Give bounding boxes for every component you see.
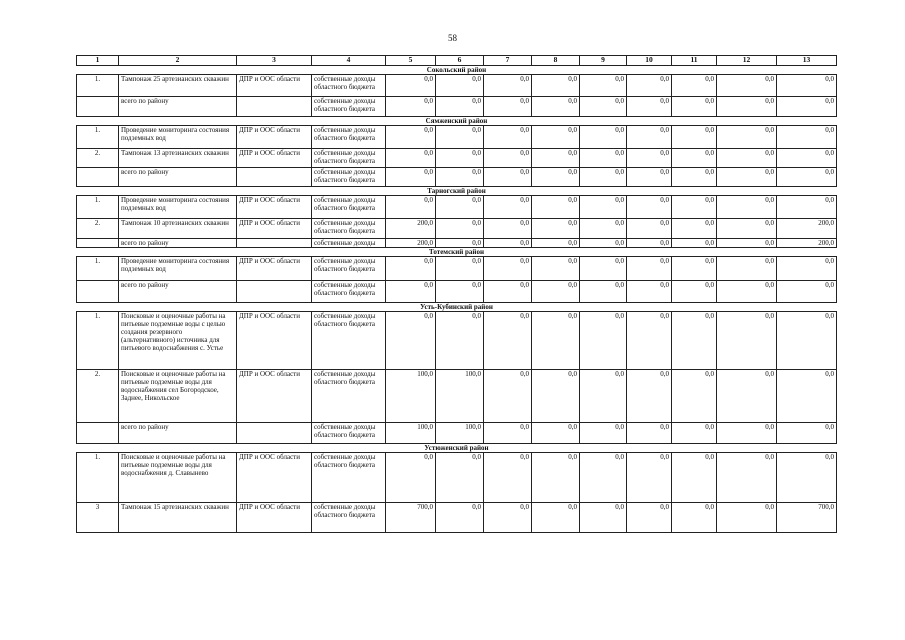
value-cell: 0,0 [386,149,436,168]
row-executor: ДПР и ООС области [237,219,312,239]
table-row [77,453,837,503]
row-number: 2. [77,370,119,423]
row-number [77,97,119,117]
row-source: собственные доходы областного бюджета [312,281,386,303]
value-cell: 0,0 [627,239,672,248]
value-cell: 700,0 [386,503,436,533]
value-cell: 0,0 [627,453,672,503]
value-cell: 0,0 [580,168,627,187]
row-name: Тампонаж 25 артезианских скважин [119,75,237,97]
row-name: всего по району [119,423,237,444]
column-header: 9 [580,56,627,66]
value-cell: 0,0 [484,75,532,97]
row-executor: ДПР и ООС области [237,75,312,97]
value-cell: 0,0 [672,281,717,303]
row-name: Тампонаж 13 артезианских скважин [119,149,237,168]
value-cell: 0,0 [672,423,717,444]
value-cell: 0,0 [580,281,627,303]
value-cell: 0,0 [627,503,672,533]
row-executor [237,423,312,444]
value-cell: 0,0 [627,370,672,423]
value-cell: 0,0 [777,97,837,117]
value-cell: 0,0 [580,97,627,117]
value-cell: 200,0 [386,219,436,239]
value-cell: 0,0 [717,219,777,239]
value-cell: 0,0 [717,281,777,303]
value-cell: 0,0 [532,312,580,370]
row-source: собственные доходы областного бюджета [312,126,386,149]
value-cell: 0,0 [777,149,837,168]
value-cell: 0,0 [532,239,580,248]
value-cell: 0,0 [777,370,837,423]
row-name: Поисковые и оценочные работы на питьевые подземные воды для водоснабжения сел Богородское, Заднее, Никольское [119,370,237,423]
value-cell: 0,0 [672,149,717,168]
section-row [77,117,837,126]
row-number [77,168,119,187]
row-number: 1. [77,196,119,219]
row-name: всего по району [119,168,237,187]
row-source: собственные доходы областного бюджета [312,503,386,533]
row-executor: ДПР и ООС области [237,149,312,168]
table-row [77,312,837,370]
value-cell: 0,0 [717,423,777,444]
value-cell: 0,0 [436,75,484,97]
row-source: собственные доходы областного бюджета [312,97,386,117]
value-cell: 0,0 [672,503,717,533]
value-cell: 0,0 [532,370,580,423]
value-cell: 0,0 [436,97,484,117]
value-cell: 0,0 [777,75,837,97]
value-cell: 0,0 [717,370,777,423]
value-cell: 0,0 [436,257,484,281]
value-cell: 0,0 [777,312,837,370]
column-header: 8 [532,56,580,66]
table-row [77,370,837,423]
table-row [77,196,837,219]
value-cell: 0,0 [532,503,580,533]
column-header: 10 [627,56,672,66]
value-cell: 0,0 [627,97,672,117]
row-number: 1. [77,312,119,370]
section-title: Тотемский район [77,248,837,257]
value-cell: 0,0 [777,453,837,503]
row-source: собственные доходы областного бюджета [312,219,386,239]
table-row [77,423,837,444]
value-cell: 0,0 [484,370,532,423]
value-cell: 0,0 [627,257,672,281]
value-cell: 0,0 [532,281,580,303]
value-cell: 0,0 [777,196,837,219]
value-cell: 0,0 [672,219,717,239]
value-cell: 0,0 [777,423,837,444]
row-name: Поисковые и оценочные работы на питьевые подземные воды с целью создания резервного (альтернативного) источника для питьевого водоснабжения с. Устье [119,312,237,370]
column-header: 7 [484,56,532,66]
row-number: 1. [77,453,119,503]
row-name: Поисковые и оценочные работы на питьевые подземные воды для водоснабжения д. Славынево [119,453,237,503]
value-cell: 0,0 [386,168,436,187]
column-header: 1 [77,56,119,66]
value-cell: 0,0 [717,126,777,149]
value-cell: 0,0 [627,168,672,187]
value-cell: 0,0 [672,126,717,149]
value-cell: 0,0 [386,281,436,303]
value-cell: 0,0 [532,126,580,149]
value-cell: 0,0 [436,196,484,219]
table-row [77,149,837,168]
value-cell: 0,0 [672,370,717,423]
value-cell: 0,0 [580,149,627,168]
value-cell: 0,0 [627,281,672,303]
value-cell: 0,0 [627,312,672,370]
value-cell: 0,0 [386,126,436,149]
value-cell: 0,0 [627,423,672,444]
section-title: Усть-Кубинский район [77,303,837,312]
value-cell: 0,0 [672,257,717,281]
value-cell: 0,0 [717,453,777,503]
value-cell: 0,0 [532,75,580,97]
value-cell: 0,0 [580,423,627,444]
row-number [77,281,119,303]
row-name: всего по району [119,97,237,117]
column-header: 4 [312,56,386,66]
table-row [77,281,837,303]
section-title: Сямженский район [77,117,837,126]
value-cell: 0,0 [672,75,717,97]
value-cell: 0,0 [484,312,532,370]
value-cell: 0,0 [580,219,627,239]
row-name: Проведение мониторинга состояния подземных вод [119,196,237,219]
value-cell: 0,0 [484,281,532,303]
row-executor: ДПР и ООС области [237,196,312,219]
value-cell: 0,0 [386,97,436,117]
row-number: 3 [77,503,119,533]
row-source: собственные доходы [312,239,386,248]
value-cell: 0,0 [532,257,580,281]
value-cell: 0,0 [436,219,484,239]
section-row [77,187,837,196]
value-cell: 0,0 [580,126,627,149]
value-cell: 0,0 [580,453,627,503]
section-title: Тарногский район [77,187,837,196]
table-row [77,257,837,281]
row-number: 2. [77,219,119,239]
table-row [77,503,837,533]
row-name: всего по району [119,239,237,248]
value-cell: 0,0 [777,281,837,303]
value-cell: 0,0 [717,257,777,281]
value-cell: 0,0 [627,149,672,168]
value-cell: 0,0 [436,503,484,533]
value-cell: 0,0 [580,75,627,97]
row-executor: ДПР и ООС области [237,503,312,533]
value-cell: 0,0 [484,168,532,187]
value-cell: 0,0 [436,239,484,248]
row-name: Проведение мониторинга состояния подземных вод [119,257,237,281]
value-cell: 100,0 [436,370,484,423]
row-number: 1. [77,257,119,281]
column-header: 2 [119,56,237,66]
value-cell: 0,0 [436,281,484,303]
section-title: Сокольский район [77,66,837,75]
value-cell: 700,0 [777,503,837,533]
value-cell: 0,0 [484,149,532,168]
value-cell: 0,0 [436,149,484,168]
value-cell: 100,0 [386,370,436,423]
table-row [77,97,837,117]
row-source: собственные доходы областного бюджета [312,312,386,370]
value-cell: 0,0 [484,453,532,503]
section-title: Устюженский район [77,444,837,453]
value-cell: 0,0 [484,423,532,444]
column-header: 5 [386,56,436,66]
value-cell: 0,0 [436,453,484,503]
value-cell: 0,0 [717,168,777,187]
row-source: собственные доходы областного бюджета [312,168,386,187]
row-name: всего по району [119,281,237,303]
value-cell: 0,0 [532,423,580,444]
value-cell: 0,0 [717,75,777,97]
value-cell: 100,0 [436,423,484,444]
value-cell: 0,0 [484,97,532,117]
value-cell: 0,0 [532,196,580,219]
row-executor [237,97,312,117]
value-cell: 0,0 [672,239,717,248]
value-cell: 0,0 [484,257,532,281]
column-header: 11 [672,56,717,66]
row-name: Тампонаж 10 артезианских скважин [119,219,237,239]
table-row [77,126,837,149]
column-header: 12 [717,56,777,66]
value-cell: 0,0 [672,312,717,370]
value-cell: 0,0 [484,239,532,248]
value-cell: 0,0 [672,196,717,219]
value-cell: 200,0 [777,239,837,248]
section-row [77,444,837,453]
value-cell: 0,0 [436,312,484,370]
value-cell: 100,0 [386,423,436,444]
value-cell: 0,0 [580,312,627,370]
row-name: Проведение мониторинга состояния подземных вод [119,126,237,149]
table-row [77,239,837,248]
table-row [77,219,837,239]
value-cell: 0,0 [532,219,580,239]
value-cell: 0,0 [777,168,837,187]
value-cell: 0,0 [532,97,580,117]
table-body [77,56,837,533]
value-cell: 0,0 [627,126,672,149]
row-executor [237,281,312,303]
row-source: собственные доходы областного бюджета [312,370,386,423]
value-cell: 0,0 [386,196,436,219]
row-executor: ДПР и ООС области [237,370,312,423]
value-cell: 0,0 [627,196,672,219]
row-executor: ДПР и ООС области [237,257,312,281]
table-row [77,168,837,187]
budget-table [76,55,837,533]
row-number: 1. [77,75,119,97]
value-cell: 0,0 [627,75,672,97]
value-cell: 0,0 [580,257,627,281]
value-cell: 0,0 [484,126,532,149]
value-cell: 200,0 [777,219,837,239]
row-executor: ДПР и ООС области [237,126,312,149]
value-cell: 0,0 [386,312,436,370]
value-cell: 0,0 [717,149,777,168]
value-cell: 0,0 [484,503,532,533]
value-cell: 0,0 [717,239,777,248]
value-cell: 0,0 [532,168,580,187]
value-cell: 0,0 [484,219,532,239]
value-cell: 0,0 [580,503,627,533]
value-cell: 0,0 [777,257,837,281]
value-cell: 0,0 [532,149,580,168]
value-cell: 0,0 [436,126,484,149]
value-cell: 0,0 [484,196,532,219]
row-source: собственные доходы областного бюджета [312,149,386,168]
row-executor [237,168,312,187]
value-cell: 0,0 [436,168,484,187]
value-cell: 0,0 [717,312,777,370]
row-source: собственные доходы областного бюджета [312,75,386,97]
row-number: 1. [77,126,119,149]
value-cell: 0,0 [386,257,436,281]
row-name: Тампонаж 15 артезианских скважин [119,503,237,533]
row-executor: ДПР и ООС области [237,453,312,503]
value-cell: 0,0 [580,196,627,219]
row-source: собственные доходы областного бюджета [312,196,386,219]
page-number: 58 [448,33,457,43]
column-header: 3 [237,56,312,66]
table-row [77,75,837,97]
row-number [77,239,119,248]
section-row [77,303,837,312]
value-cell: 0,0 [672,453,717,503]
value-cell: 0,0 [386,453,436,503]
section-row [77,66,837,75]
value-cell: 200,0 [386,239,436,248]
value-cell: 0,0 [717,97,777,117]
value-cell: 0,0 [580,370,627,423]
row-number [77,423,119,444]
row-source: собственные доходы областного бюджета [312,257,386,281]
row-source: собственные доходы областного бюджета [312,453,386,503]
column-header: 13 [777,56,837,66]
value-cell: 0,0 [580,239,627,248]
row-number: 2. [77,149,119,168]
value-cell: 0,0 [717,196,777,219]
value-cell: 0,0 [777,126,837,149]
value-cell: 0,0 [717,503,777,533]
value-cell: 0,0 [672,97,717,117]
row-executor: ДПР и ООС области [237,312,312,370]
row-executor [237,239,312,248]
column-header: 6 [436,56,484,66]
value-cell: 0,0 [386,75,436,97]
header-row [77,56,837,66]
value-cell: 0,0 [627,219,672,239]
value-cell: 0,0 [672,168,717,187]
value-cell: 0,0 [532,453,580,503]
row-source: собственные доходы областного бюджета [312,423,386,444]
section-row [77,248,837,257]
